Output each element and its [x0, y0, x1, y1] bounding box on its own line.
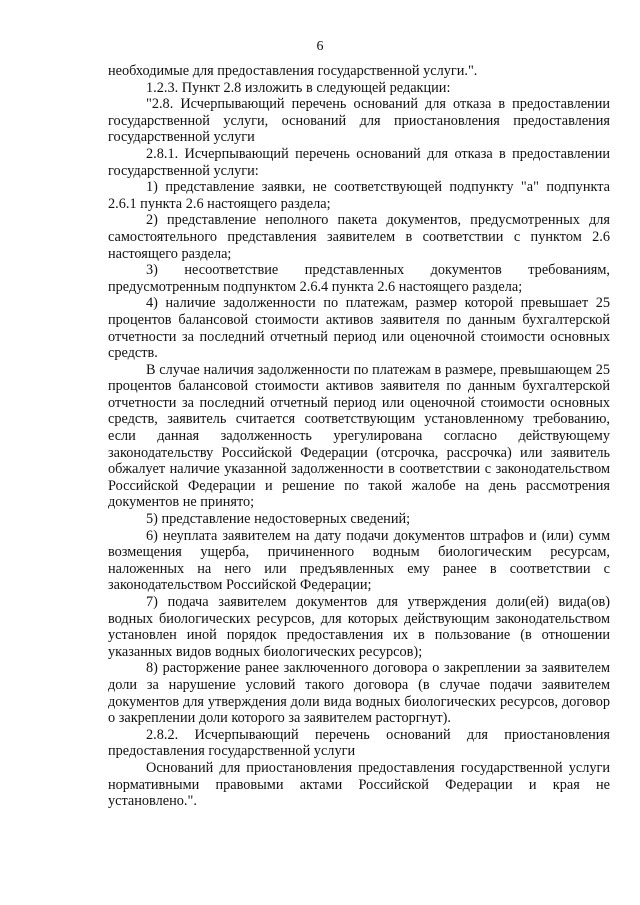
paragraph: 5) представление недостоверных сведений;: [146, 511, 411, 528]
paragraph: "2.8. Исчерпывающий перечень оснований для отказа в предоставлении государственной услуги, оснований для приостановления предоставления государственной услуги: [108, 96, 610, 146]
paragraph: В случае наличия задолженности по платежам в размере, превышающем 25 процентов балансовой стоимости активов заявителя по данным бухгалтерской отчетности за последний отчетный период или оценочной стоимости основных средств, заявитель считается соответствующим установленному требованию, если данная задолженность урегулирована согласно действующему законодательству Российской Федерации (отсрочка, рассрочка) или заявитель обжалует наличие указанной задолженности в соответствии с законодательством Российской Федерации и решение по такой жалобе на день рассмотрения документов не принято;: [108, 361, 610, 511]
paragraph: 2.8.1. Исчерпывающий перечень оснований для отказа в предоставлении государственной услуги:: [108, 145, 610, 179]
paragraph: 1) представление заявки, не соответствующей подпункту "а" подпункта 2.6.1 пункта 2.6 настоящего раздела;: [108, 179, 610, 212]
paragraph: 4) наличие задолженности по платежам, размер которой превышает 25 процентов балансовой стоимости активов заявителя по данным бухгалтерской отчетности за последний отчетный период или оценочной стоимости основных средств.: [108, 295, 610, 362]
paragraph: 8) расторжение ранее заключенного договора о закреплении за заявителем доли за нарушение условий такого договора (в случае подачи заявителем документов для утверждения доли вида водных биологических ресурсов, договор о закреплении доли которого за заявителем расторгнут).: [108, 660, 610, 727]
paragraph: необходимые для предоставления государственной услуги.".: [108, 63, 478, 79]
paragraph: 7) подача заявителем документов для утверждения доли(ей) вида(ов) водных биологических ресурсов, для которых действующим законодательством установлен иной порядок предоставления их в пользование (в отношении указанных видов водных биологических ресурсов);: [108, 594, 610, 660]
paragraph: 2.8.2. Исчерпывающий перечень оснований для приостановления предоставления государственной услуги: [108, 726, 610, 760]
paragraph: 3) несоответствие представленных документов требованиям, предусмотренным подпунктом 2.6.4 пункта 2.6 настоящего раздела;: [108, 262, 610, 295]
paragraph: 6) неуплата заявителем на дату подачи документов штрафов и (или) сумм возмещения ущерба, причиненного водным биологическим ресурсам, наложенных на него или предъявленных ему ранее в соответствии с законодательством Российской Федерации;: [108, 527, 610, 594]
paragraph: Оснований для приостановления предоставления государственной услуги нормативными правовыми актами Российской Федерации и края не установлено.".: [108, 759, 610, 810]
document-body: [108, 63, 610, 810]
page-number: 6: [316, 39, 324, 54]
paragraph: 1.2.3. Пункт 2.8 изложить в следующей редакции:: [146, 79, 451, 96]
paragraph: 2) представление неполного пакета документов, предусмотренных для самостоятельного представления заявителем в соответствии с пунктом 2.6 настоящего раздела;: [108, 212, 610, 262]
